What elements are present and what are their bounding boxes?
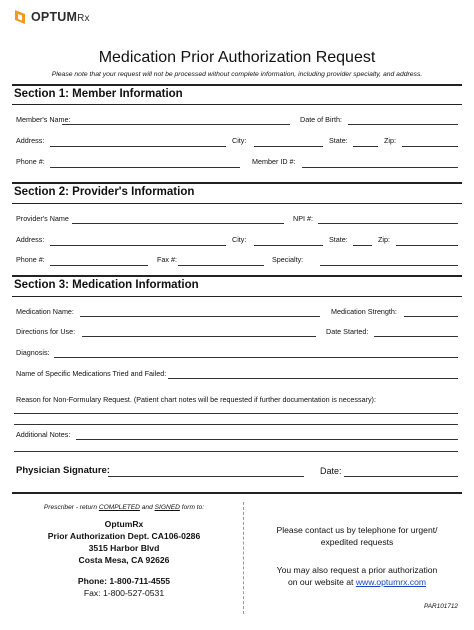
medication-name-field[interactable] <box>80 316 320 317</box>
reason-line-1[interactable] <box>14 413 458 414</box>
member-id-label: Member ID #: <box>252 157 296 166</box>
signature-date-field[interactable] <box>344 476 458 477</box>
providers-name-label: Provider's Name <box>16 214 69 223</box>
form-note: Please note that your request will not be processed without complete information, including provider specialty, and address. <box>51 71 423 78</box>
medication-strength-label: Medication Strength: <box>331 307 397 316</box>
provider-state-label: State: <box>329 235 348 244</box>
divider <box>12 182 462 184</box>
page-title: Medication Prior Authorization Request <box>98 49 376 66</box>
member-address-label: Address: <box>16 136 45 145</box>
member-id-field[interactable] <box>302 167 458 168</box>
section3-title: Section 3: Medication Information <box>14 279 199 291</box>
specialty-field[interactable] <box>320 265 458 266</box>
provider-phone-label: Phone #: <box>16 255 45 264</box>
additional-notes-field[interactable] <box>76 439 458 440</box>
member-zip-label: Zip: <box>384 136 396 145</box>
city-address: Costa Mesa, CA 92626 <box>78 555 170 565</box>
provider-zip-field[interactable] <box>396 245 458 246</box>
section1-title: Section 1: Member Information <box>14 88 183 100</box>
providers-name-field[interactable] <box>72 223 284 224</box>
additional-notes-line-2[interactable] <box>14 451 458 452</box>
specific-meds-field[interactable] <box>168 378 458 379</box>
return-address-block <box>12 504 236 599</box>
website-link[interactable]: www.optumrx.com <box>355 576 427 587</box>
phone-number: Phone: 1-800-711-4555 <box>77 576 171 586</box>
date-started-field[interactable] <box>374 336 458 337</box>
diagnosis-field[interactable] <box>54 357 458 358</box>
logo-text: OPTUMRx <box>31 10 90 24</box>
provider-phone-field[interactable] <box>50 265 148 266</box>
diagnosis-label: Diagnosis: <box>16 348 50 357</box>
provider-city-label: City: <box>232 235 247 244</box>
prescriber-instruction: Prescriber - return COMPLETED and SIGNED form to: <box>43 504 205 511</box>
provider-zip-label: Zip: <box>378 235 390 244</box>
contact-line-2: expedited requests <box>320 536 394 547</box>
provider-state-field[interactable] <box>353 245 372 246</box>
org-name: OptumRx <box>104 519 144 529</box>
divider <box>12 203 462 204</box>
optum-logo-icon <box>12 8 28 26</box>
fax-number: Fax: 1-800-527-0531 <box>83 588 165 598</box>
website-line-2: on our website at www.optumrx.com <box>287 576 427 587</box>
website-line-1: You may also request a prior authorization <box>276 565 438 575</box>
additional-notes-label: Additional Notes: <box>16 430 71 439</box>
member-phone-label: Phone #: <box>16 157 45 166</box>
reason-label: Reason for Non-Formulary Request. (Patient chart notes will be requested if further documentation is necessary): <box>16 395 376 404</box>
dob-label: Date of Birth: <box>300 115 342 124</box>
divider <box>12 84 462 86</box>
specific-meds-label: Name of Specific Medications Tried and Failed: <box>16 369 167 378</box>
contact-line-1: Please contact us by telephone for urgent/ <box>276 525 438 535</box>
footer-divider <box>243 502 244 614</box>
member-city-field[interactable] <box>254 146 323 147</box>
member-address-field[interactable] <box>50 146 226 147</box>
dept-name: Prior Authorization Dept. CA106-0286 <box>47 531 201 541</box>
members-name-label: Member's Name: <box>16 115 71 124</box>
provider-address-label: Address: <box>16 235 45 244</box>
reason-line-2[interactable] <box>14 424 458 425</box>
divider <box>12 104 462 105</box>
physician-signature-label: Physician Signature: <box>16 465 110 476</box>
physician-signature-field[interactable] <box>108 476 304 477</box>
directions-label: Directions for Use: <box>16 327 76 336</box>
member-state-label: State: <box>329 136 348 145</box>
divider <box>12 492 462 494</box>
street-address: 3515 Harbor Blvd <box>88 543 160 553</box>
npi-field[interactable] <box>318 223 458 224</box>
provider-address-field[interactable] <box>50 245 226 246</box>
provider-city-field[interactable] <box>254 245 323 246</box>
provider-fax-field[interactable] <box>178 265 264 266</box>
members-name-field[interactable] <box>62 124 290 125</box>
npi-label: NPI #: <box>293 214 313 223</box>
dob-field[interactable] <box>348 124 458 125</box>
section2-title: Section 2: Provider's Information <box>14 186 195 198</box>
member-zip-field[interactable] <box>402 146 458 147</box>
directions-field[interactable] <box>82 336 316 337</box>
provider-fax-label: Fax #: <box>157 255 177 264</box>
specialty-label: Specialty: <box>272 255 304 264</box>
member-city-label: City: <box>232 136 247 145</box>
date-started-label: Date Started: <box>326 327 369 336</box>
form-code: PAR101712 <box>424 603 458 610</box>
member-phone-field[interactable] <box>50 167 240 168</box>
optumrx-logo <box>12 8 90 26</box>
medication-name-label: Medication Name: <box>16 307 74 316</box>
signature-date-label: Date: <box>320 466 342 476</box>
divider <box>12 275 462 277</box>
medication-strength-field[interactable] <box>404 316 458 317</box>
divider <box>12 296 462 297</box>
member-state-field[interactable] <box>353 146 378 147</box>
contact-block <box>250 525 464 588</box>
